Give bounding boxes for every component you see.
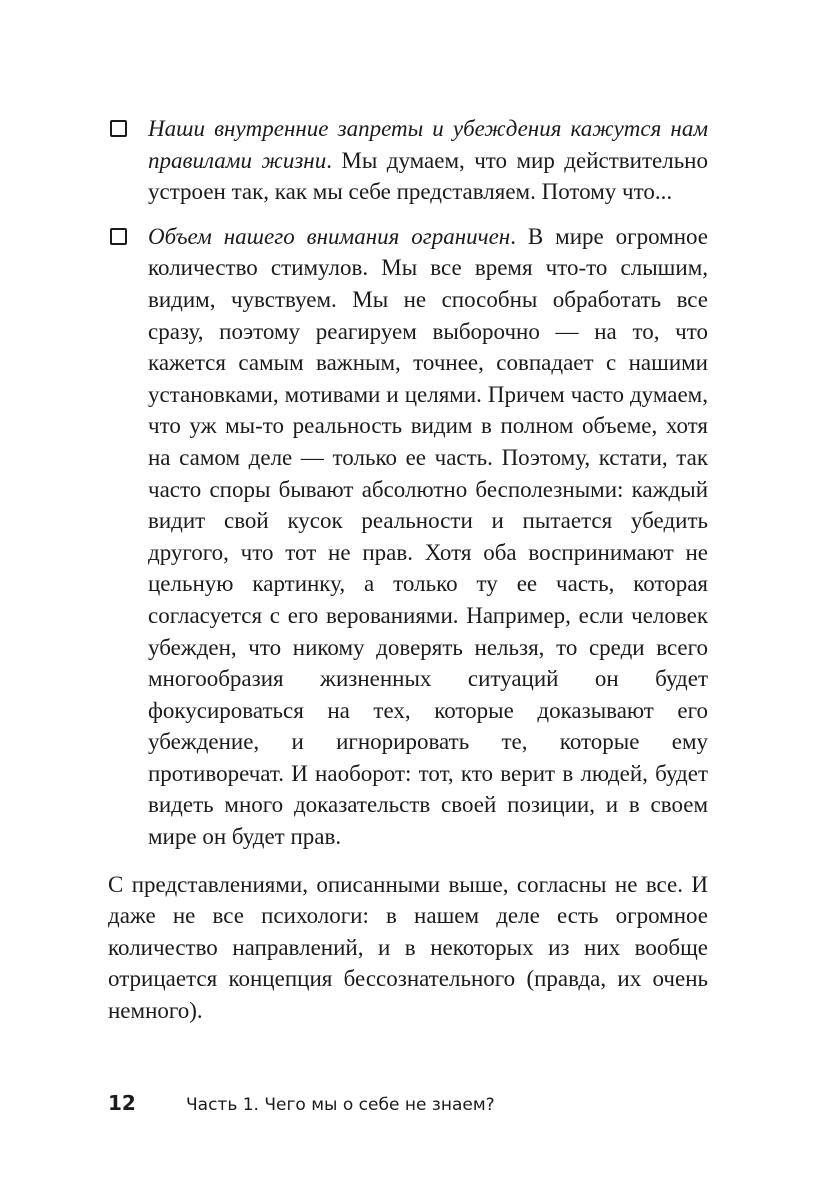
bullet-lead: Наши внутренние запреты и убеждения кажутся нам правилами жизни [148,116,708,173]
page-footer [108,1091,495,1115]
body-paragraph: С представлениями, описанными выше, согласны не все. И даже не все психологи: в нашем деле есть огромное количество направлений, и в некоторых из них вообще отрицается концепция бессознательного (правда, их очень немного). [108,871,708,1024]
bullet-text: . Мы думаем, что мир действительно устроен так, как мы себе представляем. Потому что... [148,147,708,205]
page-number: 12 [108,1091,136,1115]
page-body [108,113,708,1050]
bullet-item [108,221,708,853]
bullet-lead: Объем нашего внимания ограничен [148,223,511,249]
running-title: Часть 1. Чего мы о себе не знаем? [186,1095,495,1115]
bullet-item [108,113,708,208]
bullet-text: . В мире огромное количество стимулов. Мы все время что-то слышим, видим, чувствуем. Мы не способны обработать все сразу, поэтому реагируем выборочно — на то, что кажется самым важным, точнее, совпадает с нашими установками, мотивами и целями. Причем часто думаем, что уж мы-то реальность видим в полном объеме, хотя на самом деле — только ее часть. Поэтому, кстати, так часто споры бывают абсолютно бесполезными: каждый видит свой кусок реальности и пытается убедить другого, что тот не прав. Хотя оба воспринимают не цельную картинку, а только ту ее часть, которая согласуется с его верованиями. Например, если человек убежден, что никому доверять нельзя, то среди всего многообразия жизненных ситуаций он будет фокусироваться на тех, которые доказывают его убеждение, и игнорировать те, которые ему противоречат. И наоборот: тот, кто верит в людей, будет видеть много доказательств своей позиции, и в своем мире он будет прав. [148,223,708,850]
checkbox-icon [110,120,127,137]
checkbox-icon [110,228,127,245]
